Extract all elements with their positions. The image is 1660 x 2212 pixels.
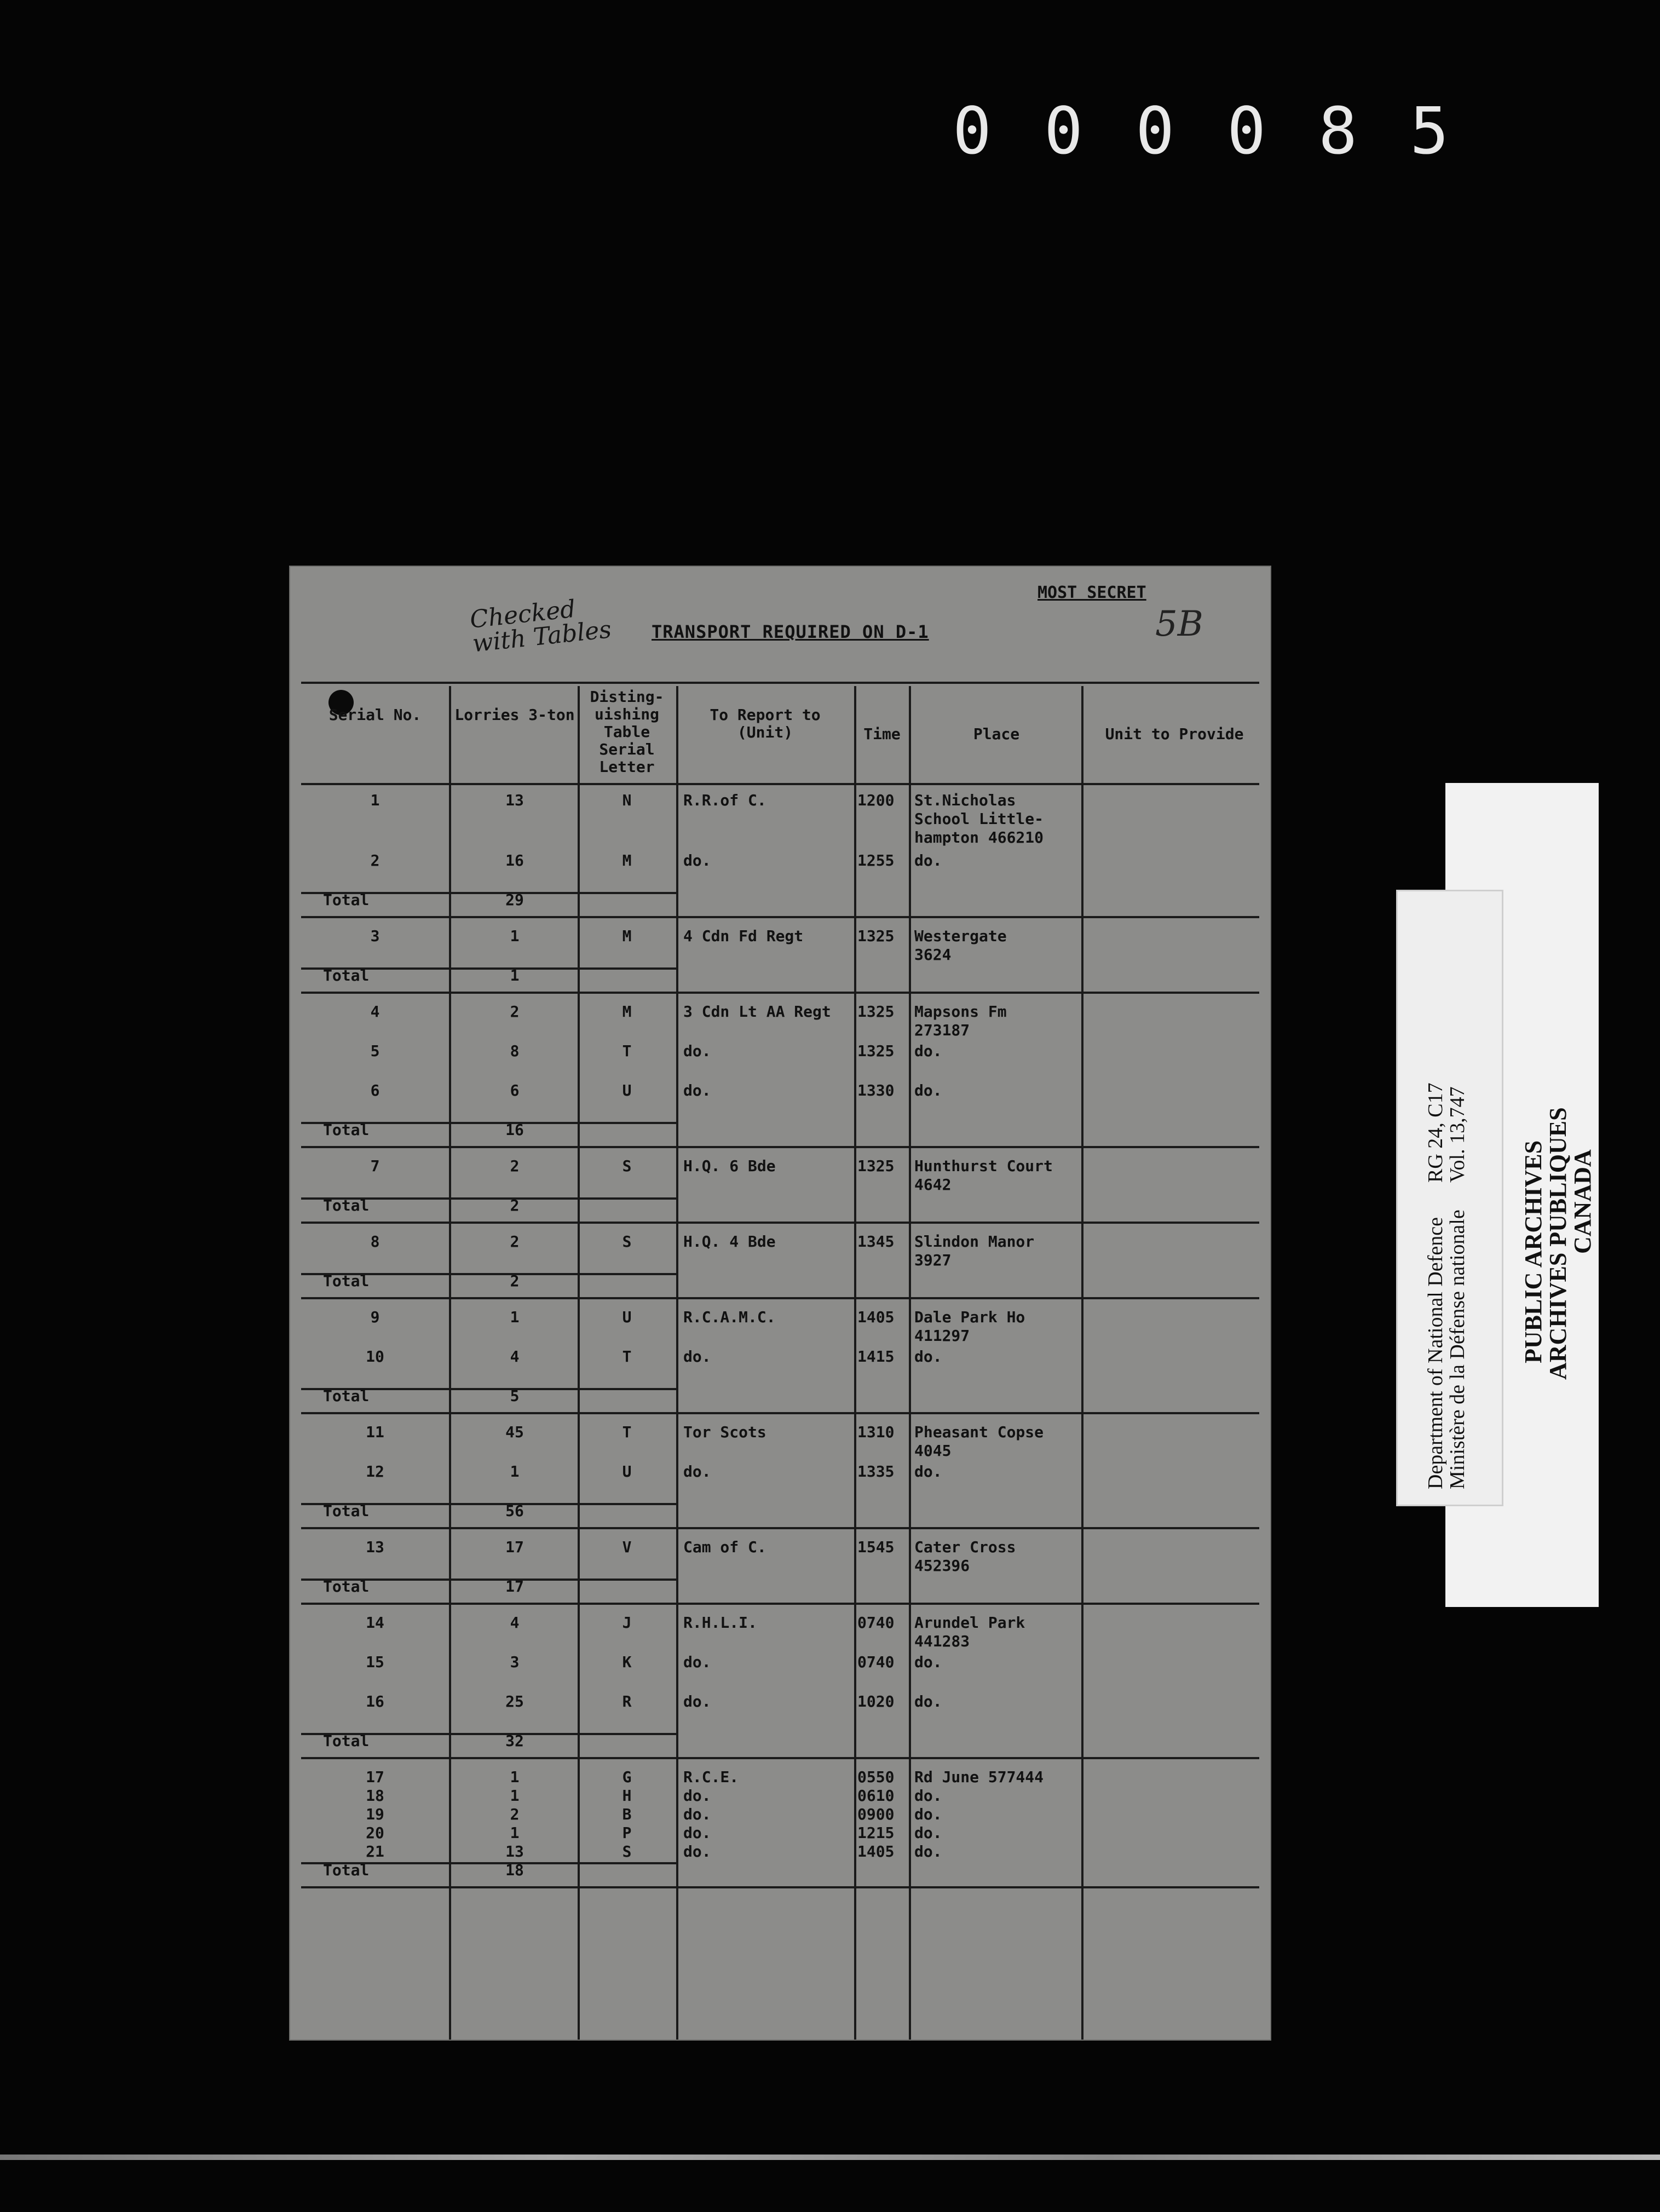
frame-number: 000085 <box>953 93 1502 169</box>
row-unit-cell: Cam of C. <box>683 1538 766 1556</box>
row-unit-cell: do. <box>683 1805 711 1823</box>
total-serial-cell: Total <box>323 1502 370 1520</box>
row-unit-cell: do. <box>683 1081 711 1099</box>
group-rule <box>301 1886 1259 1888</box>
label-canada: CANADA <box>1569 1149 1596 1254</box>
row-place-cell: Rd June 577444 <box>914 1768 1044 1786</box>
total-lorries-cell: 56 <box>505 1502 524 1520</box>
row-place-cell: Westergate 3624 <box>914 927 1007 964</box>
row-lorries-cell: 17 <box>505 1538 524 1556</box>
row-unit-cell: do. <box>683 1842 711 1860</box>
label-ministere: Ministère de la Défense nationale <box>1446 1209 1469 1489</box>
row-serial-cell: 16 <box>366 1692 384 1710</box>
row-time-cell: 1345 <box>857 1232 895 1251</box>
row-unit-cell: R.C.A.M.C. <box>683 1308 776 1326</box>
row-unit-cell: R.H.L.I. <box>683 1614 757 1632</box>
header-report-to: To Report to (Unit) <box>710 706 821 741</box>
row-lorries-cell: 1 <box>510 927 520 945</box>
total-lorries-cell: 17 <box>505 1577 524 1595</box>
row-time-cell: 1415 <box>857 1347 895 1366</box>
row-place-cell: Mapsons Fm 273187 <box>914 1003 1007 1039</box>
row-time-cell: 0900 <box>857 1805 895 1823</box>
row-letter-cell: H <box>622 1787 632 1805</box>
row-lorries-cell: 8 <box>510 1042 520 1060</box>
row-letter-cell: N <box>622 791 632 809</box>
column-divider <box>449 686 451 2040</box>
group-rule <box>301 1527 1259 1529</box>
header-time: Time <box>863 725 901 743</box>
row-unit-cell: do. <box>683 851 711 869</box>
row-letter-cell: U <box>622 1081 632 1099</box>
row-serial-cell: 17 <box>366 1768 384 1786</box>
row-serial-cell: 19 <box>366 1805 384 1823</box>
row-serial-cell: 14 <box>366 1614 384 1632</box>
row-letter-cell: T <box>622 1347 632 1366</box>
group-rule <box>301 1757 1259 1759</box>
row-unit-cell: do. <box>683 1824 711 1842</box>
row-serial-cell: 5 <box>370 1042 380 1060</box>
group-rule <box>301 1222 1259 1224</box>
row-lorries-cell: 1 <box>510 1308 520 1326</box>
row-unit-cell: 4 Cdn Fd Regt <box>683 927 804 945</box>
row-place-cell: do. <box>914 1081 942 1099</box>
row-letter-cell: T <box>622 1423 632 1441</box>
row-time-cell: 1405 <box>857 1308 895 1326</box>
row-unit-cell: do. <box>683 1347 711 1366</box>
row-serial-cell: 10 <box>366 1347 384 1366</box>
column-divider <box>676 686 678 2040</box>
header-lorries: Lorries 3-ton <box>454 706 575 724</box>
row-letter-cell: U <box>622 1462 632 1481</box>
label-ref-rg: RG 24, C17 <box>1424 1082 1447 1183</box>
row-lorries-cell: 1 <box>510 1824 520 1842</box>
row-serial-cell: 11 <box>366 1423 384 1441</box>
row-time-cell: 0610 <box>857 1787 895 1805</box>
row-unit-cell: Tor Scots <box>683 1423 766 1441</box>
group-rule <box>301 916 1259 918</box>
total-lorries-cell: 18 <box>505 1861 524 1879</box>
group-rule <box>301 992 1259 994</box>
total-serial-cell: Total <box>323 966 370 984</box>
total-serial-cell: Total <box>323 1387 370 1405</box>
total-lorries-cell: 29 <box>505 891 524 909</box>
label-public-archives: PUBLIC ARCHIVES <box>1520 1140 1547 1363</box>
row-lorries-cell: 1 <box>510 1768 520 1786</box>
total-lorries-cell: 2 <box>510 1196 520 1214</box>
row-serial-cell: 3 <box>370 927 380 945</box>
header-place: Place <box>973 725 1020 743</box>
row-unit-cell: do. <box>683 1653 711 1671</box>
header-rule <box>301 783 1259 785</box>
row-time-cell: 1325 <box>857 1042 895 1060</box>
column-divider <box>854 686 856 2040</box>
row-serial-cell: 8 <box>370 1232 380 1251</box>
row-place-cell: do. <box>914 1824 942 1842</box>
row-time-cell: 1020 <box>857 1692 895 1710</box>
row-time-cell: 1405 <box>857 1842 895 1860</box>
row-letter-cell: U <box>622 1308 632 1326</box>
row-letter-cell: R <box>622 1692 632 1710</box>
header-serial: Serial No. <box>328 706 422 724</box>
label-archives-publiques: ARCHIVES PUBLIQUES <box>1544 1107 1571 1380</box>
row-time-cell: 1310 <box>857 1423 895 1441</box>
row-lorries-cell: 2 <box>510 1003 520 1021</box>
row-unit-cell: R.R.of C. <box>683 791 766 809</box>
row-unit-cell: R.C.E. <box>683 1768 739 1786</box>
label-department: Department of National Defence <box>1424 1217 1447 1489</box>
row-lorries-cell: 13 <box>505 1842 524 1860</box>
row-place-cell: do. <box>914 851 942 869</box>
row-serial-cell: 4 <box>370 1003 380 1021</box>
group-rule <box>301 1603 1259 1605</box>
total-lorries-cell: 5 <box>510 1387 520 1405</box>
handwritten-note: Checked with Tables <box>468 595 613 658</box>
row-time-cell: 1325 <box>857 1157 895 1175</box>
total-lorries-cell: 16 <box>505 1121 524 1139</box>
row-place-cell: Pheasant Copse 4045 <box>914 1423 1044 1460</box>
header-unit-to-provide: Unit to Provide <box>1105 725 1244 743</box>
row-unit-cell: H.Q. 4 Bde <box>683 1232 776 1251</box>
row-letter-cell: S <box>622 1157 632 1175</box>
row-place-cell: Cater Cross 452396 <box>914 1538 1016 1575</box>
classification-mark: MOST SECRET <box>1038 583 1146 602</box>
row-place-cell: do. <box>914 1042 942 1060</box>
row-letter-cell: S <box>622 1842 632 1860</box>
row-letter-cell: M <box>622 851 632 869</box>
row-letter-cell: M <box>622 927 632 945</box>
document-page <box>290 567 1270 2040</box>
row-lorries-cell: 1 <box>510 1787 520 1805</box>
row-lorries-cell: 2 <box>510 1805 520 1823</box>
label-ref-vol: Vol. 13,747 <box>1446 1086 1469 1183</box>
row-lorries-cell: 45 <box>505 1423 524 1441</box>
row-letter-cell: J <box>622 1614 632 1632</box>
header-distinguishing: Disting-uishing Table Serial Letter <box>590 688 664 776</box>
film-edge <box>0 2155 1660 2160</box>
column-divider <box>909 686 911 2040</box>
row-place-cell: do. <box>914 1842 942 1860</box>
total-lorries-cell: 2 <box>510 1272 520 1290</box>
column-divider <box>1081 686 1083 2040</box>
total-lorries-cell: 1 <box>510 966 520 984</box>
row-place-cell: Slindon Manor 3927 <box>914 1232 1035 1269</box>
row-letter-cell: M <box>622 1003 632 1021</box>
group-rule <box>301 1297 1259 1299</box>
row-serial-cell: 18 <box>366 1787 384 1805</box>
row-place-cell: do. <box>914 1347 942 1366</box>
total-serial-cell: Total <box>323 1196 370 1214</box>
row-unit-cell: do. <box>683 1787 711 1805</box>
total-serial-cell: Total <box>323 891 370 909</box>
row-lorries-cell: 2 <box>510 1157 520 1175</box>
row-serial-cell: 12 <box>366 1462 384 1481</box>
row-serial-cell: 1 <box>370 791 380 809</box>
row-place-cell: do. <box>914 1462 942 1481</box>
row-serial-cell: 7 <box>370 1157 380 1175</box>
total-serial-cell: Total <box>323 1861 370 1879</box>
group-rule <box>301 1146 1259 1148</box>
row-lorries-cell: 25 <box>505 1692 524 1710</box>
row-serial-cell: 21 <box>366 1842 384 1860</box>
row-lorries-cell: 4 <box>510 1614 520 1632</box>
row-letter-cell: V <box>622 1538 632 1556</box>
row-place-cell: Hunthurst Court 4642 <box>914 1157 1053 1194</box>
group-rule <box>301 1412 1259 1414</box>
row-unit-cell: H.Q. 6 Bde <box>683 1157 776 1175</box>
total-serial-cell: Total <box>323 1577 370 1595</box>
row-lorries-cell: 4 <box>510 1347 520 1366</box>
row-place-cell: Arundel Park 441283 <box>914 1614 1025 1650</box>
row-lorries-cell: 1 <box>510 1462 520 1481</box>
row-time-cell: 1255 <box>857 851 895 869</box>
row-place-cell: do. <box>914 1787 942 1805</box>
row-serial-cell: 6 <box>370 1081 380 1099</box>
page-mark: 5B <box>1155 604 1203 644</box>
row-unit-cell: do. <box>683 1042 711 1060</box>
row-place-cell: do. <box>914 1805 942 1823</box>
row-lorries-cell: 6 <box>510 1081 520 1099</box>
row-letter-cell: K <box>622 1653 632 1671</box>
row-time-cell: 1200 <box>857 791 895 809</box>
row-time-cell: 1335 <box>857 1462 895 1481</box>
row-serial-cell: 9 <box>370 1308 380 1326</box>
column-divider <box>578 686 580 2040</box>
row-unit-cell: do. <box>683 1462 711 1481</box>
row-lorries-cell: 13 <box>505 791 524 809</box>
row-lorries-cell: 2 <box>510 1232 520 1251</box>
total-serial-cell: Total <box>323 1732 370 1750</box>
row-place-cell: do. <box>914 1653 942 1671</box>
row-lorries-cell: 3 <box>510 1653 520 1671</box>
row-time-cell: 1325 <box>857 1003 895 1021</box>
table-top-rule <box>301 682 1259 684</box>
row-time-cell: 1545 <box>857 1538 895 1556</box>
row-time-cell: 1330 <box>857 1081 895 1099</box>
row-letter-cell: B <box>622 1805 632 1823</box>
row-letter-cell: S <box>622 1232 632 1251</box>
document-title: TRANSPORT REQUIRED ON D-1 <box>652 621 929 642</box>
row-time-cell: 1215 <box>857 1824 895 1842</box>
row-serial-cell: 20 <box>366 1824 384 1842</box>
total-serial-cell: Total <box>323 1121 370 1139</box>
row-time-cell: 0550 <box>857 1768 895 1786</box>
row-time-cell: 1325 <box>857 927 895 945</box>
row-place-cell: Dale Park Ho 411297 <box>914 1308 1025 1345</box>
row-unit-cell: do. <box>683 1692 711 1710</box>
row-letter-cell: P <box>622 1824 632 1842</box>
row-letter-cell: T <box>622 1042 632 1060</box>
row-place-cell: St.Nicholas School Little- hampton 466210 <box>914 791 1044 846</box>
row-place-cell: do. <box>914 1692 942 1710</box>
row-serial-cell: 15 <box>366 1653 384 1671</box>
total-lorries-cell: 32 <box>505 1732 524 1750</box>
row-letter-cell: G <box>622 1768 632 1786</box>
row-lorries-cell: 16 <box>505 851 524 869</box>
row-serial-cell: 13 <box>366 1538 384 1556</box>
total-serial-cell: Total <box>323 1272 370 1290</box>
row-time-cell: 0740 <box>857 1653 895 1671</box>
row-unit-cell: 3 Cdn Lt AA Regt <box>683 1003 831 1021</box>
row-serial-cell: 2 <box>370 851 380 869</box>
row-time-cell: 0740 <box>857 1614 895 1632</box>
